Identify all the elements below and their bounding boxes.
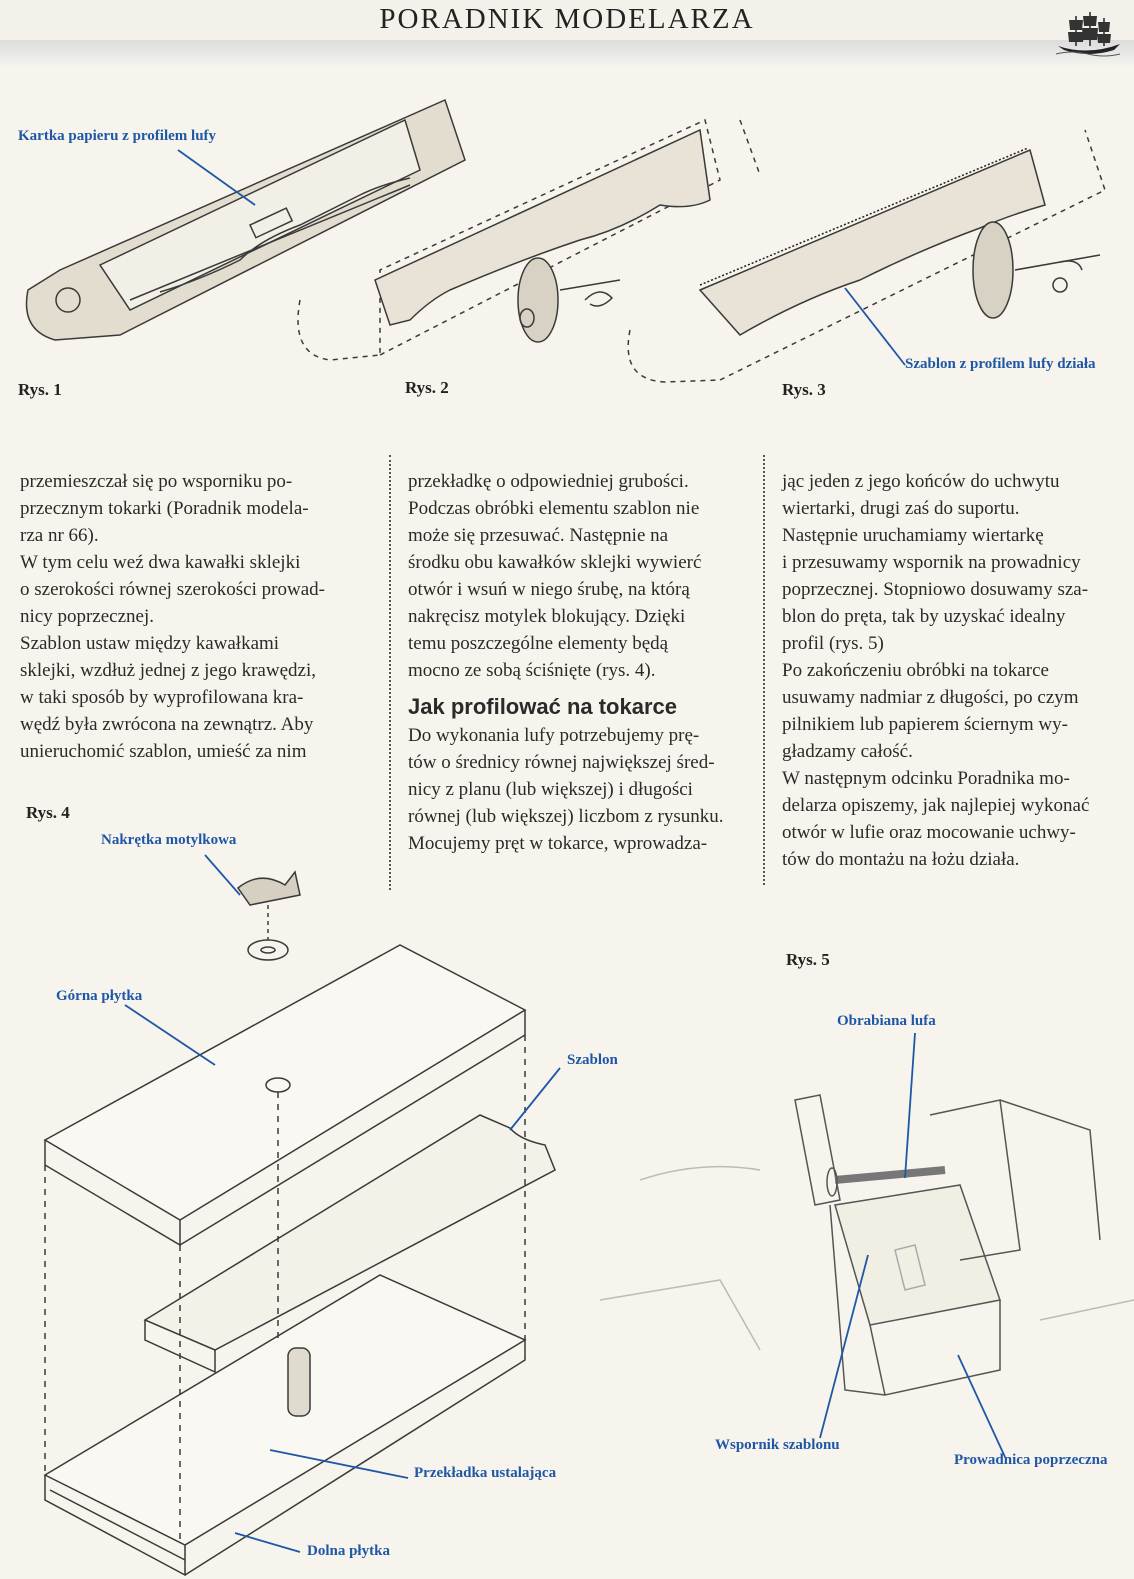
text-line: W następnym odcinku Poradnika mo- — [782, 768, 1070, 789]
label-dolna: Dolna płytka — [307, 1543, 390, 1559]
text-line: nicy z planu (lub większej) i długości — [408, 779, 693, 800]
text-line: gładzamy całość. — [782, 741, 913, 762]
text-line: delarza opiszemy, jak najlepiej wykonać — [782, 795, 1090, 816]
text-line: środku obu kawałków sklejki wywierć — [408, 552, 702, 573]
text-line: w taki sposób by wyprofilowana kra- — [20, 687, 304, 708]
page-title: PORADNIK MODELARZA — [379, 3, 755, 35]
text-line: temu poszczególne elementy będą — [408, 633, 669, 654]
label-kartka: Kartka papieru z profilem lufy — [18, 128, 217, 144]
column-divider — [389, 455, 391, 890]
text-line: nicy poprzecznej. — [20, 606, 154, 627]
text-line: równej (lub większej) liczbom z rysunku. — [408, 806, 724, 827]
figure-caption-3: Rys. 3 — [782, 380, 826, 399]
text-line: może się przesuwać. Następnie na — [408, 525, 669, 546]
text-line: otwór i wsuń w niego śrubę, na którą — [408, 579, 690, 600]
text-line: wędź była zwrócona na zewnątrz. Aby — [20, 714, 314, 735]
text-line: przekładkę o odpowiedniej grubości. — [408, 471, 689, 492]
text-column-3 — [782, 468, 1127, 873]
text-line: Następnie uruchamiamy wiertarkę — [782, 525, 1044, 546]
figure-caption-2: Rys. 2 — [405, 378, 449, 397]
text-line: przemieszczał się po wsporniku po- — [20, 471, 293, 492]
figure-caption-5: Rys. 5 — [786, 950, 830, 969]
label-przekladka: Przekładka ustalająca — [414, 1465, 557, 1481]
figure-caption-1: Rys. 1 — [18, 380, 62, 399]
text-line: tów o średnicy równej największej śred- — [408, 752, 715, 773]
text-line: przecznym tokarki (Poradnik modela- — [20, 498, 309, 519]
text-line: unieruchomić szablon, umieść za nim — [20, 741, 307, 762]
label-wspornik: Wspornik szablonu — [715, 1437, 840, 1453]
text-line: blon do pręta, tak by uzyskać idealny — [782, 606, 1066, 627]
text-line: W tym celu weź dwa kawałki sklejki — [20, 552, 301, 573]
text-line: wiertarki, drugi zaś do suportu. — [782, 498, 1020, 519]
text-line: o szerokości równej szerokości prowad- — [20, 579, 325, 600]
label-szablon-profil: Szablon z profilem lufy działa — [905, 356, 1096, 372]
text-line: jąc jeden z jego końców do uchwytu — [782, 471, 1060, 492]
text-line: mocno ze sobą ściśnięte (rys. 4). — [408, 660, 656, 681]
label-prowadnica: Prowadnica poprzeczna — [954, 1452, 1108, 1468]
text-line: Podczas obróbki elementu szablon nie — [408, 498, 700, 519]
text-line: Po zakończeniu obróbki na tokarce — [782, 660, 1049, 681]
text-line: sklejki, wzdłuż jednej z jego krawędzi, — [20, 660, 316, 681]
text-line: tów do montażu na łożu działa. — [782, 849, 1020, 870]
figure-caption-4: Rys. 4 — [26, 803, 70, 822]
text-line: nakręcisz motylek blokujący. Dzięki — [408, 606, 686, 627]
column-divider — [763, 455, 765, 885]
text-line: Do wykonania lufy potrzebujemy prę- — [408, 725, 700, 746]
text-line: pilnikiem lub papierem ściernym wy- — [782, 714, 1068, 735]
text-line: rza nr 66). — [20, 525, 99, 546]
text-line: Mocujemy pręt w tokarce, wprowadza- — [408, 833, 708, 854]
label-nakretka: Nakrętka motylkowa — [101, 832, 237, 848]
section-heading: Jak profilować na tokarce — [408, 694, 677, 719]
text-column-1 — [20, 468, 380, 765]
rys5-drawing — [600, 1095, 1134, 1395]
label-szablon: Szablon — [567, 1052, 618, 1068]
label-obrabiana: Obrabiana lufa — [837, 1013, 936, 1029]
text-line: profil (rys. 5) — [782, 633, 884, 654]
label-gorna: Górna płytka — [56, 988, 143, 1004]
text-line: Szablon ustaw między kawałkami — [20, 633, 280, 654]
text-line: i przesuwamy wspornik na prowadnicy — [782, 552, 1081, 573]
text-line: poprzecznej. Stopniowo dosuwamy sza- — [782, 579, 1089, 600]
text-column-2 — [408, 468, 758, 857]
text-line: usuwamy nadmiar z długości, po czym — [782, 687, 1079, 708]
text-line: otwór w lufie oraz mocowanie uchwy- — [782, 822, 1076, 843]
